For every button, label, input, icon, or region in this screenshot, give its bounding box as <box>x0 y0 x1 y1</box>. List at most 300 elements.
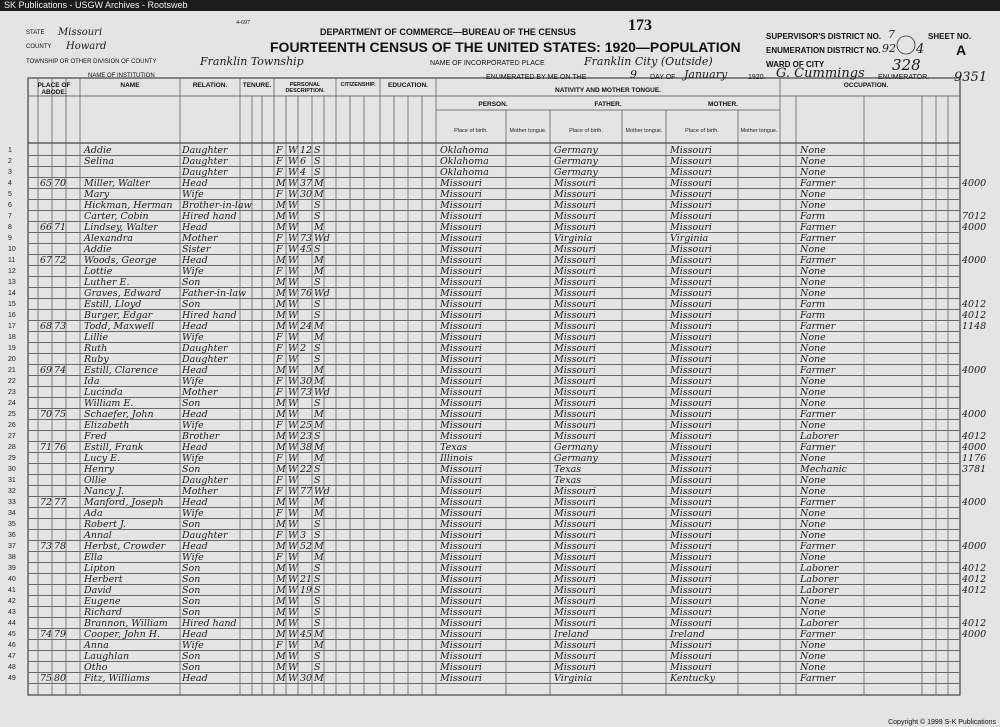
row-race: W <box>288 222 298 233</box>
row-mother-birthplace: Missouri <box>670 178 712 189</box>
row-birthplace: Oklahoma <box>440 145 489 156</box>
row-occupation: Farmer <box>800 629 836 640</box>
row-relation: Daughter <box>182 343 228 354</box>
row-line-number: 31 <box>8 477 16 484</box>
row-marital: M <box>314 376 324 387</box>
row-father-birthplace: Missouri <box>554 332 596 343</box>
row-name: Ruby <box>84 354 109 365</box>
row-birthplace: Missouri <box>440 585 482 596</box>
row-line-number: 10 <box>8 246 16 253</box>
row-age: 77 <box>300 486 313 497</box>
row-code: 4012 <box>962 299 987 310</box>
col-mother-birthplace: Place of birth. <box>685 128 719 134</box>
row-name: Estill, Frank <box>84 442 144 453</box>
row-occupation: None <box>800 343 826 354</box>
row-code: 4012 <box>962 618 987 629</box>
row-father-birthplace: Missouri <box>554 552 596 563</box>
row-sex: F <box>276 156 283 167</box>
row-occupation: None <box>800 453 826 464</box>
row-sex: F <box>276 354 283 365</box>
row-mother-birthplace: Missouri <box>670 453 712 464</box>
row-name: Nancy J. <box>84 486 124 497</box>
row-occupation: Farmer <box>800 178 836 189</box>
row-father-birthplace: Missouri <box>554 541 596 552</box>
row-father-birthplace: Missouri <box>554 640 596 651</box>
row-marital: S <box>314 244 321 255</box>
row-name: Estill, Clarence <box>84 365 158 376</box>
col-person-tongue: Mother tongue. <box>509 128 547 134</box>
row-mother-birthplace: Missouri <box>670 398 712 409</box>
row-birthplace: Missouri <box>440 486 482 497</box>
row-line-number: 24 <box>8 400 16 407</box>
row-birthplace: Missouri <box>440 508 482 519</box>
section-person: PERSON. <box>478 101 508 108</box>
row-relation: Wife <box>182 640 204 651</box>
row-race: W <box>288 189 298 200</box>
row-race: W <box>288 629 298 640</box>
row-relation: Wife <box>182 266 204 277</box>
row-sex: M <box>276 596 286 607</box>
row-race: W <box>288 618 298 629</box>
row-father-birthplace: Germany <box>554 167 598 178</box>
row-sex: F <box>276 266 283 277</box>
row-race: W <box>288 167 298 178</box>
row-birthplace: Missouri <box>440 189 482 200</box>
row-sex: M <box>276 673 286 684</box>
row-sex: M <box>276 607 286 618</box>
row-marital: M <box>314 541 324 552</box>
stamp-number: 173 <box>628 17 652 34</box>
row-name: Woods, George <box>84 255 157 266</box>
row-occupation: None <box>800 332 826 343</box>
row-race: W <box>288 145 298 156</box>
sheet-label: SHEET NO. <box>928 32 972 41</box>
row-code: 7012 <box>962 211 987 222</box>
row-sex: M <box>276 541 286 552</box>
row-sex: F <box>276 640 283 651</box>
section-tenure: TENURE. <box>242 82 272 89</box>
row-birthplace: Missouri <box>440 288 482 299</box>
row-name: Schaefer, John <box>84 409 154 420</box>
row-sex: F <box>276 530 283 541</box>
col-father-tongue: Mother tongue. <box>625 128 663 134</box>
row-age: 2 <box>300 343 307 354</box>
row-name: Hickman, Herman <box>84 200 173 211</box>
row-race: W <box>288 541 298 552</box>
row-name: Todd, Maxwell <box>84 321 155 332</box>
row-mother-birthplace: Missouri <box>670 486 712 497</box>
row-father-birthplace: Missouri <box>554 651 596 662</box>
row-name: Henry <box>84 464 114 475</box>
enumerated-month: January <box>684 68 728 81</box>
row-race: W <box>288 200 298 211</box>
row-race: W <box>288 464 298 475</box>
row-line-number: 4 <box>8 180 12 187</box>
row-birthplace: Missouri <box>440 299 482 310</box>
row-age: 37 <box>300 178 313 189</box>
row-dwelling: 65 <box>40 178 53 189</box>
row-father-birthplace: Missouri <box>554 530 596 541</box>
row-sex: M <box>276 409 286 420</box>
row-marital: M <box>314 453 324 464</box>
row-occupation: Farmer <box>800 321 836 332</box>
row-marital: S <box>314 145 321 156</box>
row-race: W <box>288 519 298 530</box>
row-name: Ella <box>84 552 103 563</box>
row-age: 22 <box>300 464 313 475</box>
row-birthplace: Missouri <box>440 431 482 442</box>
row-relation: Daughter <box>182 156 228 167</box>
row-relation: Son <box>182 519 201 530</box>
row-occupation: None <box>800 156 826 167</box>
row-birthplace: Illinois <box>440 453 473 464</box>
row-father-birthplace: Texas <box>554 475 582 486</box>
row-family: 73 <box>54 321 67 332</box>
row-birthplace: Missouri <box>440 178 482 189</box>
row-marital: S <box>314 211 321 222</box>
row-mother-birthplace: Missouri <box>670 365 712 376</box>
row-name: Herbert <box>84 574 123 585</box>
row-dwelling: 68 <box>40 321 53 332</box>
row-father-birthplace: Missouri <box>554 607 596 618</box>
row-occupation: Farmer <box>800 409 836 420</box>
row-occupation: None <box>800 607 826 618</box>
row-sex: M <box>276 222 286 233</box>
row-race: W <box>288 651 298 662</box>
row-code: 3781 <box>962 464 987 475</box>
row-name: Ida <box>84 376 100 387</box>
row-birthplace: Missouri <box>440 563 482 574</box>
row-name: Lipton <box>84 563 116 574</box>
row-father-birthplace: Missouri <box>554 497 596 508</box>
row-mother-birthplace: Missouri <box>670 596 712 607</box>
row-family: 78 <box>54 541 67 552</box>
row-code: 4012 <box>962 585 987 596</box>
row-father-birthplace: Missouri <box>554 409 596 420</box>
row-line-number: 34 <box>8 510 16 517</box>
row-father-birthplace: Germany <box>554 145 598 156</box>
supervisor-value: 7 <box>888 28 895 41</box>
row-sex: M <box>276 585 286 596</box>
row-name: Burger, Edgar <box>84 310 153 321</box>
row-line-number: 30 <box>8 466 16 473</box>
row-line-number: 49 <box>8 675 16 682</box>
row-marital: M <box>314 332 324 343</box>
row-father-birthplace: Missouri <box>554 288 596 299</box>
row-code: 1148 <box>962 321 987 332</box>
row-father-birthplace: Germany <box>554 442 598 453</box>
row-occupation: None <box>800 167 826 178</box>
row-relation: Wife <box>182 453 204 464</box>
row-code: 4000 <box>962 541 987 552</box>
row-marital: S <box>314 200 321 211</box>
row-age: 30 <box>300 189 313 200</box>
row-sex: F <box>276 145 283 156</box>
row-marital: S <box>314 167 321 178</box>
row-mother-birthplace: Missouri <box>670 343 712 354</box>
side-number: 9351 <box>954 70 988 85</box>
row-line-number: 12 <box>8 268 16 275</box>
row-race: W <box>288 508 298 519</box>
row-birthplace: Missouri <box>440 420 482 431</box>
row-relation: Head <box>182 673 208 684</box>
section-personal: PERSONAL DESCRIPTION. <box>285 82 325 94</box>
row-dwelling: 73 <box>40 541 53 552</box>
row-sex: F <box>276 189 283 200</box>
row-relation: Son <box>182 464 201 475</box>
row-line-number: 36 <box>8 532 16 539</box>
row-race: W <box>288 673 298 684</box>
row-line-number: 44 <box>8 620 16 627</box>
row-line-number: 43 <box>8 609 16 616</box>
row-occupation: None <box>800 486 826 497</box>
row-code: 1176 <box>962 453 987 464</box>
row-name: Carter, Cobin <box>84 211 149 222</box>
row-marital: M <box>314 321 324 332</box>
row-code: 4012 <box>962 431 987 442</box>
row-birthplace: Oklahoma <box>440 167 489 178</box>
row-mother-birthplace: Missouri <box>670 266 712 277</box>
row-birthplace: Missouri <box>440 321 482 332</box>
row-mother-birthplace: Virginia <box>670 233 709 244</box>
row-relation: Father-in-law <box>182 288 247 299</box>
row-line-number: 45 <box>8 631 16 638</box>
row-age: 23 <box>300 431 313 442</box>
row-occupation: Farmer <box>800 222 836 233</box>
row-mother-birthplace: Missouri <box>670 585 712 596</box>
section-citizenship: CITIZENSHIP. <box>340 82 376 88</box>
row-name: Luther E. <box>84 277 130 288</box>
row-race: W <box>288 310 298 321</box>
row-code: 4000 <box>962 409 987 420</box>
row-sex: M <box>276 299 286 310</box>
col-person-birthplace: Place of birth. <box>454 128 488 134</box>
row-mother-birthplace: Missouri <box>670 464 712 475</box>
row-birthplace: Missouri <box>440 673 482 684</box>
section-father: FATHER. <box>594 101 622 108</box>
row-father-birthplace: Germany <box>554 453 598 464</box>
row-father-birthplace: Virginia <box>554 233 593 244</box>
row-relation: Mother <box>182 387 218 398</box>
row-relation: Daughter <box>182 530 228 541</box>
row-race: W <box>288 552 298 563</box>
row-name: Lucy E. <box>84 453 121 464</box>
row-birthplace: Missouri <box>440 475 482 486</box>
row-sex: M <box>276 255 286 266</box>
row-dwelling: 66 <box>40 222 53 233</box>
row-age: 24 <box>300 321 313 332</box>
row-mother-birthplace: Missouri <box>670 387 712 398</box>
corner-number: 328 <box>892 56 921 74</box>
row-father-birthplace: Virginia <box>554 673 593 684</box>
row-sex: F <box>276 233 283 244</box>
row-mother-birthplace: Missouri <box>670 321 712 332</box>
row-marital: M <box>314 266 324 277</box>
row-race: W <box>288 266 298 277</box>
row-line-number: 32 <box>8 488 16 495</box>
row-line-number: 41 <box>8 587 16 594</box>
row-relation: Head <box>182 255 208 266</box>
row-name: Lucinda <box>84 387 123 398</box>
row-sex: F <box>276 387 283 398</box>
row-father-birthplace: Missouri <box>554 310 596 321</box>
row-birthplace: Missouri <box>440 552 482 563</box>
row-father-birthplace: Missouri <box>554 299 596 310</box>
row-line-number: 27 <box>8 433 16 440</box>
row-race: W <box>288 354 298 365</box>
department-title: DEPARTMENT OF COMMERCE—BUREAU OF THE CENSUS <box>320 27 576 37</box>
row-mother-birthplace: Missouri <box>670 420 712 431</box>
row-line-number: 23 <box>8 389 16 396</box>
census-title: FOURTEENTH CENSUS OF THE UNITED STATES: 1920—POPULATION <box>270 39 741 55</box>
row-marital: M <box>314 442 324 453</box>
row-age: 45 <box>300 629 313 640</box>
row-marital: M <box>314 189 324 200</box>
census-year: 1920. <box>748 74 766 81</box>
row-line-number: 38 <box>8 554 16 561</box>
row-age: 73 <box>300 387 313 398</box>
row-birthplace: Missouri <box>440 200 482 211</box>
row-occupation: None <box>800 596 826 607</box>
row-line-number: 35 <box>8 521 16 528</box>
row-race: W <box>288 398 298 409</box>
row-mother-birthplace: Missouri <box>670 431 712 442</box>
county-label: COUNTY <box>26 44 52 50</box>
row-occupation: None <box>800 662 826 673</box>
row-relation: Son <box>182 299 201 310</box>
row-race: W <box>288 453 298 464</box>
row-mother-birthplace: Missouri <box>670 255 712 266</box>
row-father-birthplace: Missouri <box>554 662 596 673</box>
row-birthplace: Missouri <box>440 409 482 420</box>
supervisor-label: SUPERVISOR'S DISTRICT NO. <box>766 32 882 41</box>
row-marital: S <box>314 563 321 574</box>
row-birthplace: Missouri <box>440 222 482 233</box>
row-mother-birthplace: Missouri <box>670 332 712 343</box>
row-sex: M <box>276 464 286 475</box>
row-age: 73 <box>300 233 313 244</box>
row-sex: M <box>276 431 286 442</box>
row-name: Herbst, Crowder <box>84 541 166 552</box>
enumerator-value: G. Cummings <box>776 66 865 81</box>
row-mother-birthplace: Missouri <box>670 607 712 618</box>
row-line-number: 7 <box>8 213 12 220</box>
row-name: Manford, Joseph <box>84 497 164 508</box>
row-age: 76 <box>300 288 313 299</box>
row-relation: Head <box>182 222 208 233</box>
row-birthplace: Texas <box>440 442 468 453</box>
row-marital: S <box>314 310 321 321</box>
row-sex: F <box>276 552 283 563</box>
row-mother-birthplace: Missouri <box>670 354 712 365</box>
row-race: W <box>288 574 298 585</box>
row-sex: F <box>276 486 283 497</box>
row-line-number: 19 <box>8 345 16 352</box>
row-marital: S <box>314 398 321 409</box>
row-line-number: 5 <box>8 191 12 198</box>
section-education: EDUCATION. <box>388 82 428 89</box>
row-sex: M <box>276 288 286 299</box>
row-occupation: None <box>800 387 826 398</box>
state-label: STATE <box>26 30 45 36</box>
row-line-number: 17 <box>8 323 16 330</box>
row-relation: Wife <box>182 376 204 387</box>
row-race: W <box>288 244 298 255</box>
row-race: W <box>288 530 298 541</box>
row-name: Fitz, Williams <box>84 673 150 684</box>
row-marital: S <box>314 530 321 541</box>
row-sex: M <box>276 398 286 409</box>
row-marital: S <box>314 618 321 629</box>
row-relation: Son <box>182 607 201 618</box>
row-dwelling: 67 <box>40 255 53 266</box>
row-sex: F <box>276 167 283 178</box>
row-birthplace: Missouri <box>440 464 482 475</box>
row-sex: F <box>276 332 283 343</box>
row-occupation: None <box>800 651 826 662</box>
section-relation: RELATION. <box>192 82 228 89</box>
row-relation: Wife <box>182 189 204 200</box>
row-race: W <box>288 288 298 299</box>
row-name: Cooper, John H. <box>84 629 161 640</box>
row-line-number: 1 <box>8 147 12 154</box>
row-sex: M <box>276 321 286 332</box>
row-race: W <box>288 563 298 574</box>
row-birthplace: Missouri <box>440 233 482 244</box>
row-race: W <box>288 486 298 497</box>
row-marital: M <box>314 629 324 640</box>
row-marital: S <box>314 464 321 475</box>
row-family: 80 <box>54 673 67 684</box>
row-line-number: 39 <box>8 565 16 572</box>
row-sex: M <box>276 277 286 288</box>
row-occupation: Farmer <box>800 442 836 453</box>
row-relation: Wife <box>182 508 204 519</box>
row-birthplace: Missouri <box>440 244 482 255</box>
row-race: W <box>288 387 298 398</box>
row-father-birthplace: Missouri <box>554 365 596 376</box>
row-occupation: None <box>800 354 826 365</box>
row-race: W <box>288 178 298 189</box>
incorporated-label: NAME OF INCORPORATED PLACE <box>430 60 545 67</box>
row-marital: Wd <box>314 233 330 244</box>
row-father-birthplace: Missouri <box>554 343 596 354</box>
row-relation: Daughter <box>182 167 228 178</box>
row-code: 4012 <box>962 574 987 585</box>
row-name: Robert J. <box>84 519 127 530</box>
row-marital: Wd <box>314 486 330 497</box>
row-line-number: 46 <box>8 642 16 649</box>
row-occupation: Laborer <box>800 618 839 629</box>
row-mother-birthplace: Missouri <box>670 508 712 519</box>
row-father-birthplace: Missouri <box>554 563 596 574</box>
row-name: Estill, Lloyd <box>84 299 142 310</box>
row-father-birthplace: Missouri <box>554 255 596 266</box>
row-father-birthplace: Missouri <box>554 178 596 189</box>
row-age: 30 <box>300 376 313 387</box>
row-race: W <box>288 156 298 167</box>
row-marital: M <box>314 673 324 684</box>
row-line-number: 28 <box>8 444 16 451</box>
row-mother-birthplace: Missouri <box>670 530 712 541</box>
row-occupation: Farmer <box>800 497 836 508</box>
row-race: W <box>288 420 298 431</box>
row-occupation: None <box>800 288 826 299</box>
row-relation: Son <box>182 651 201 662</box>
row-relation: Head <box>182 321 208 332</box>
row-father-birthplace: Missouri <box>554 508 596 519</box>
row-occupation: None <box>800 189 826 200</box>
